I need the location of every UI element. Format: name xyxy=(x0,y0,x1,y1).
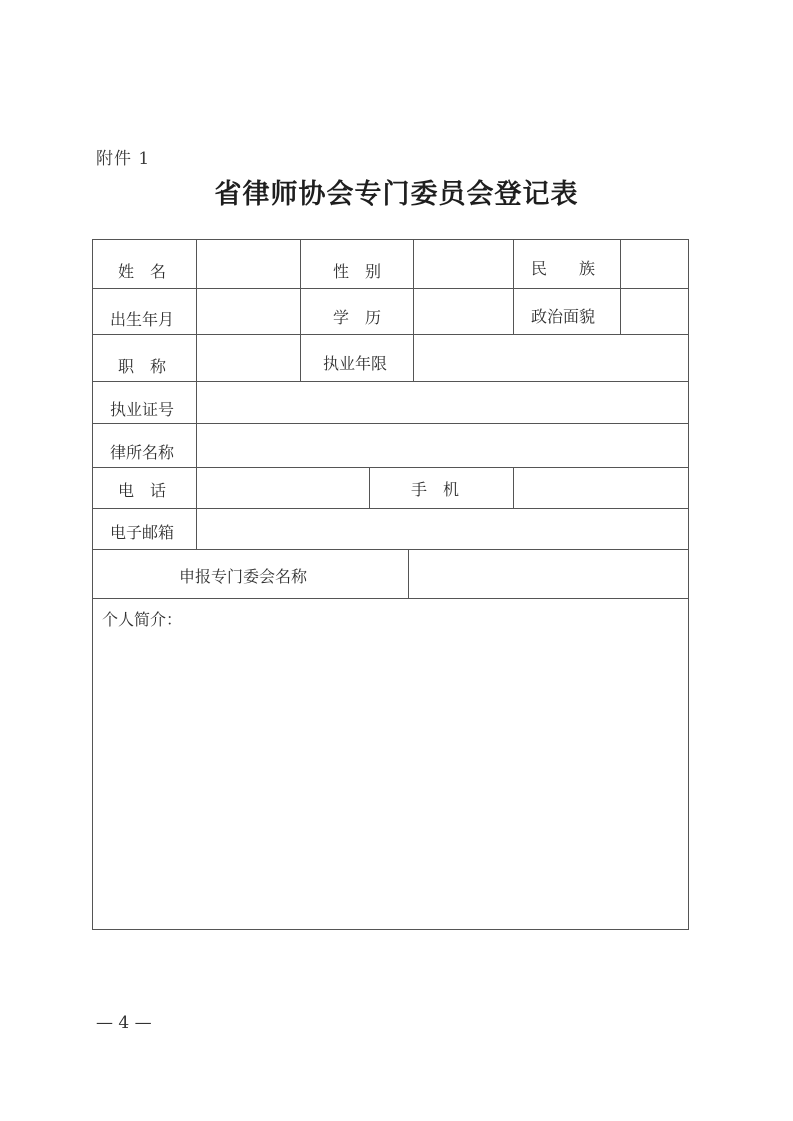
mobile-field[interactable] xyxy=(514,468,688,508)
bio-field[interactable] xyxy=(93,635,688,929)
license-number-label: 执业证号 xyxy=(110,400,175,419)
job-title-field[interactable] xyxy=(197,335,300,381)
registration-form xyxy=(92,239,689,930)
mobile-label: 手 机 xyxy=(411,480,460,499)
law-firm-label: 律所名称 xyxy=(110,443,175,462)
license-number-field[interactable] xyxy=(197,382,688,423)
phone-field[interactable] xyxy=(197,468,369,508)
row-divider xyxy=(93,598,688,599)
gender-field[interactable] xyxy=(414,240,513,288)
ethnicity-field[interactable] xyxy=(621,240,688,288)
education-field[interactable] xyxy=(414,289,513,334)
committee-name-label: 申报专门委会名称 xyxy=(179,567,308,586)
law-firm-field[interactable] xyxy=(197,424,688,467)
name-label: 姓 名 xyxy=(118,262,167,281)
bio-label: 个人简介： xyxy=(102,610,183,629)
col-divider xyxy=(513,240,514,334)
gender-label: 性 别 xyxy=(333,262,382,281)
attachment-label: 附件 1 xyxy=(96,149,151,169)
col-divider xyxy=(300,240,301,381)
practice-years-label: 执业年限 xyxy=(323,354,388,373)
political-status-field[interactable] xyxy=(621,289,688,334)
practice-years-field[interactable] xyxy=(414,335,688,381)
col-divider xyxy=(369,467,370,508)
page-title: 省律师协会专门委员会登记表 xyxy=(214,179,579,210)
political-status-label: 政治面貌 xyxy=(531,307,596,326)
birth-label: 出生年月 xyxy=(110,310,175,329)
committee-name-field[interactable] xyxy=(409,550,688,598)
ethnicity-label: 民 族 xyxy=(531,259,596,278)
education-label: 学 历 xyxy=(333,308,382,327)
name-field[interactable] xyxy=(197,240,300,288)
email-label: 电子邮箱 xyxy=(110,523,175,542)
row-divider xyxy=(93,288,688,289)
phone-label: 电 话 xyxy=(118,481,167,500)
page-number: — 4 — xyxy=(96,1013,152,1033)
birth-field[interactable] xyxy=(197,289,300,334)
email-field[interactable] xyxy=(197,509,688,549)
job-title-label: 职 称 xyxy=(118,357,167,376)
